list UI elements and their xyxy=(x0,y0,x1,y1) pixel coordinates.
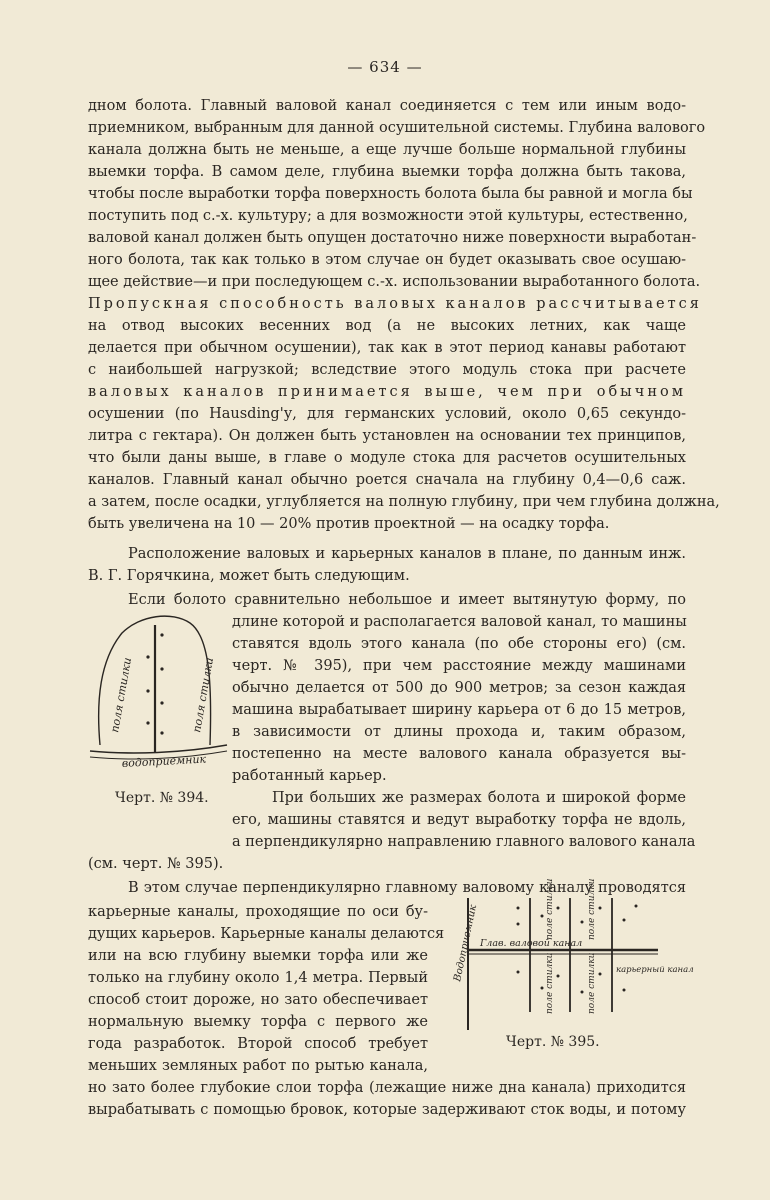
text-line: При больших же размерах болота и широкой форме xyxy=(272,790,686,806)
main-canal-label: Глав. валовой канал xyxy=(480,938,583,949)
text-line: В этом случае перпендикулярно главному валовому каналу проводятся xyxy=(128,880,686,896)
text-line: а перпендикулярно направлению главного валового канала xyxy=(232,834,696,850)
text-line: Расположение валовых и карьерных каналов в плане, по данным инж. xyxy=(128,546,686,562)
field-label: поле стилки xyxy=(545,952,555,1014)
text-line: каналов. Главный канал обычно роется сначала на глубину 0,4—0,6 саж. xyxy=(88,472,686,488)
text-line: вырабатывать с помощью бровок, которые задерживают сток воды, и потому xyxy=(88,1102,686,1118)
text-line: но зато более глубокие слои торфа (лежащие ниже дна канала) приходится xyxy=(88,1080,686,1096)
text-line: валовой канал должен быть опущен достаточно ниже поверхности выработан- xyxy=(88,230,697,246)
field-label: поле стилки xyxy=(587,952,597,1014)
text-line: меньших земляных работ по рытью канала, xyxy=(88,1058,428,1074)
field-label-left: поля стилки xyxy=(108,656,135,734)
field-label: поле стилки xyxy=(587,878,597,940)
text-line: с наибольшей нагрузкой; вследствие этого модуль стока при расчете xyxy=(88,362,686,378)
text-line: только на глубину около 1,4 метра. Первый xyxy=(88,970,428,986)
text-line: а затем, после осадки, углубляется на полную глубину, при чем глубина должна, xyxy=(88,494,720,510)
text-line: делается при обычном осушении), так как в этот период канавы работают xyxy=(88,340,686,356)
text-line: валовых каналов принимается выше, чем при обычном xyxy=(88,384,686,400)
figure-394-caption: Черт. № 394. xyxy=(115,790,209,806)
text-line: его, машины ставятся и ведут выработку торфа не вдоль, xyxy=(232,812,686,828)
field-label-right: поля стилки xyxy=(190,656,217,734)
receiver-label: водоприемник xyxy=(121,752,207,770)
receiver-line xyxy=(90,745,227,753)
receiver-label: Водоприемник xyxy=(452,903,480,983)
text-line: (см. черт. № 395). xyxy=(88,856,224,872)
text-line: машина вырабатывает ширину карьера от 6 до 15 метров, xyxy=(232,702,686,718)
field-label: поле стилки xyxy=(545,878,555,940)
text-line: способ стоит дороже, но зато обеспечивает xyxy=(88,992,428,1008)
text-line: нормальную выемку торфа с первого же xyxy=(88,1014,428,1030)
quarry-canal-label: карьерный канал xyxy=(616,965,694,975)
text-line: или на всю глубину выемки торфа или же xyxy=(88,948,428,964)
text-line: ставятся вдоль этого канала (по обе стороны его) (см. xyxy=(232,636,686,652)
text-line: на отвод высоких весенних вод (а не высоких летних, как чаще xyxy=(88,318,686,334)
text-line: что были даны выше, в главе о модуле стока для расчетов осушительных xyxy=(88,450,686,466)
text-line: В. Г. Горячкина, может быть следующим. xyxy=(88,568,410,584)
text-line: года разработок. Второй способ требует xyxy=(88,1036,428,1052)
text-line: Если болото сравнительно небольшое и имеет вытянутую форму, по xyxy=(128,592,686,608)
text-line: постепенно на месте валового канала образуется вы- xyxy=(232,746,686,762)
text-line: приемником, выбранным для данной осушительной системы. Глубина валового xyxy=(88,120,706,136)
text-line: дном болота. Главный валовой канал соединяется с тем или иным водо- xyxy=(88,98,686,114)
text-line: литра с гектара). Он должен быть установлен на основании тех принципов, xyxy=(88,428,686,444)
text-line: в зависимости от длины прохода и, таким образом, xyxy=(232,724,686,740)
text-line: обычно делается от 500 до 900 метров; за сезон каждая xyxy=(232,680,686,696)
page-number: — 634 — xyxy=(347,58,423,76)
text-line: дущих карьеров. Карьерные каналы делаются xyxy=(88,926,445,942)
text-line: длине которой и располагается валовой канал, то машины xyxy=(232,614,687,630)
text-line: черт. № 395), при чем расстояние между машинами xyxy=(232,658,686,674)
text-line: поступить под с.-х. культуру; а для возможности этой культуры, естественно, xyxy=(88,208,688,224)
figure-395-caption: Черт. № 395. xyxy=(506,1034,600,1050)
figure-394 xyxy=(82,605,232,780)
figure-395 xyxy=(440,878,694,1032)
text-line: быть увеличена на 10 — 20% против проектной — на осадку торфа. xyxy=(88,516,610,532)
text-line: карьерные каналы, проходящие по оси бу- xyxy=(88,904,428,920)
text-line: чтобы после выработки торфа поверхность болота была бы равной и могла бы xyxy=(88,186,693,202)
text-line: ного болота, так как только в этом случае он будет оказывать свое осушаю- xyxy=(88,252,686,268)
text-line: щее действие—и при последующем с.-х. использовании выработанного болота. xyxy=(88,274,701,290)
text-line: Пропускная способность валовых каналов рассчитывается xyxy=(88,296,702,312)
text-line: осушении (по Hausding'у, для германских условий, около 0,65 секундо- xyxy=(88,406,686,422)
text-line: канала должна быть не меньше, а еще лучше больше нормальной глубины xyxy=(88,142,686,158)
text-line: работанный карьер. xyxy=(232,768,387,784)
text-line: выемки торфа. В самом деле, глубина выемки торфа должна быть такова, xyxy=(88,164,686,180)
